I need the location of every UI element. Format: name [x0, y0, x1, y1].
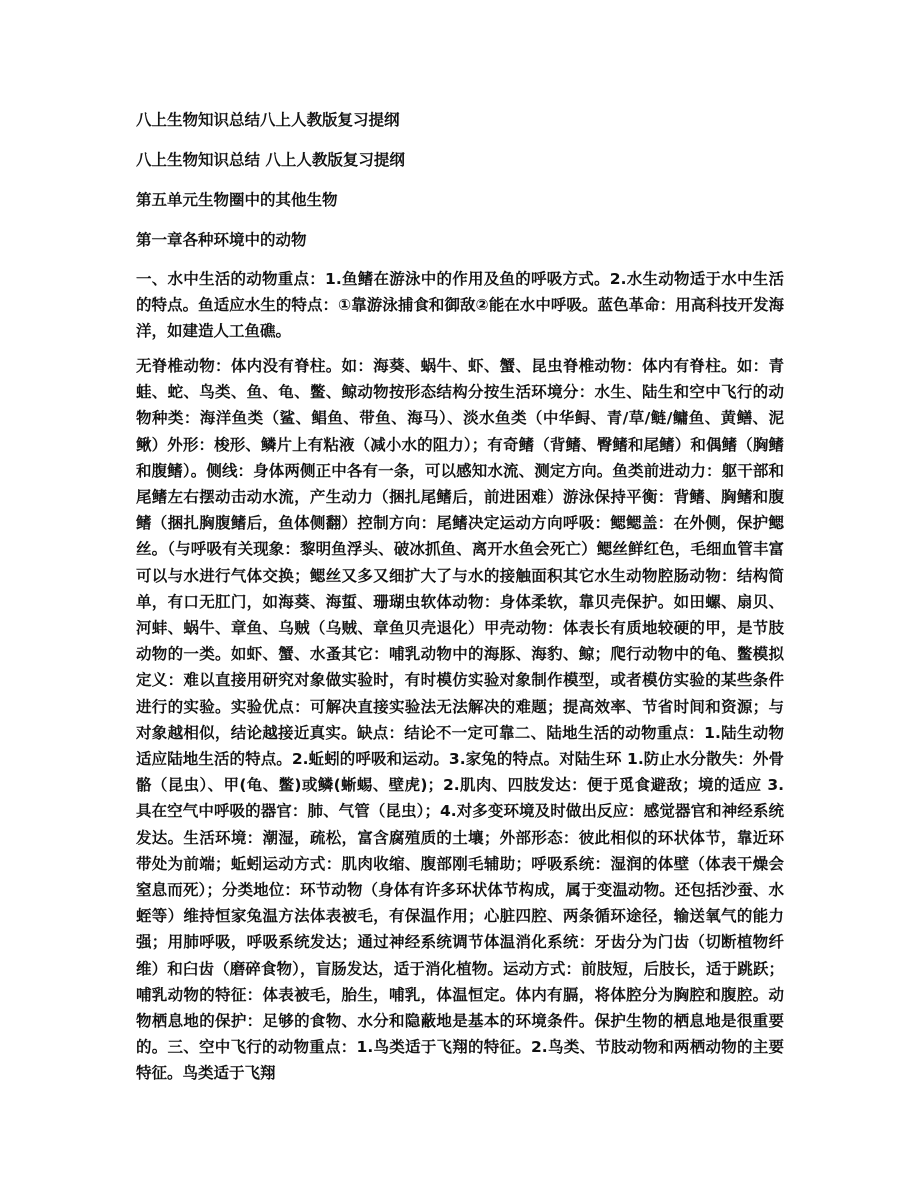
paragraph-aquatic-animals: 一、水中生活的动物重点：1.鱼鳍在游泳中的作用及鱼的呼吸方式。2.水生动物适于水中生活的特点。鱼适应水生的特点：①靠游泳捕食和御敌②能在水中呼吸。蓝色革命：用高科技开发海洋，如建造人工鱼礁。	[136, 270, 784, 341]
document-title: 八上生物知识总结八上人教版复习提纲	[136, 111, 400, 129]
chapter-heading: 第一章各种环境中的动物	[136, 231, 307, 249]
document-subtitle: 八上生物知识总结 八上人教版复习提纲	[136, 151, 405, 169]
unit-heading: 第五单元生物圈中的其他生物	[136, 191, 338, 209]
paragraph-animal-classification: 无脊椎动物：体内没有脊柱。如：海葵、蜗牛、虾、蟹、昆虫脊椎动物：体内有脊柱。如：青蛙、蛇、鸟类、鱼、龟、鳖、鲸动物按形态结构分按生活环境分：水生、陆生和空中飞行的动物种类：海洋鱼类（鲨、鲳鱼、带鱼、海马）、淡水鱼类（中华鲟、青/草/鲢/鳙鱼、黄鳝、泥鳅）外形：梭形、鳞片上有粘液（减小水的阻力）；有奇鳍（背鳍、臀鳍和尾鳍）和偶鳍（胸鳍和腹鳍）。侧线：身体两侧正中各有一条，可以感知水流、测定方向。鱼类前进动力：躯干部和尾鳍左右摆动击动水流，产生动力（捆扎尾鳍后，前进困难）游泳保持平衡：背鳍、胸鳍和腹鳍（捆扎胸腹鳍后，鱼体侧翻）控制方向：尾鳍决定运动方向呼吸：鳃鳃盖：在外侧，保护鳃丝。（与呼吸有关现象：黎明鱼浮头、破冰抓鱼、离开水鱼会死亡）鳃丝鲜红色，毛细血管丰富可以与水进行气体交换；鳃丝又多又细扩大了与水的接触面积其它水生动物腔肠动物：结构简单，有口无肛门，如海葵、海蜇、珊瑚虫软体动物：身体柔软，靠贝壳保护。如田螺、扇贝、河蚌、蜗牛、章鱼、乌贼（乌贼、章鱼贝壳退化）甲壳动物：体表长有质地较硬的甲，是节肢动物的一类。如虾、蟹、水蚤其它：哺乳动物中的海豚、海豹、鲸；爬行动物中的龟、鳖模拟定义：难以直接用研究对象做实验时，有时模仿实验对象制作模型，或者模仿实验的某些条件进行的实验。实验优点：可解决直接实验法无法解决的难题；提高效率、节省时间和资源；与对象越相似，结论越接近真实。缺点：结论不一定可靠二、陆地生活的动物重点：1.陆生动物适应陆地生活的特点。2.蚯蚓的呼吸和运动。3.家兔的特点。对陆生环 1.防止水分散失：外骨骼（昆虫）、甲(龟、鳖)或鳞(蜥蜴、壁虎)；2.肌肉、四肢发达：便于觅食避敌；境的适应 3.具在空气中呼吸的器官：肺、气管（昆虫）；4.对多变环境及时做出反应：感觉器官和神经系统发达。生活环境：潮湿，疏松，富含腐殖质的土壤；外部形态：彼此相似的环状体节，靠近环带处为前端；蚯蚓运动方式：肌肉收缩、腹部刚毛辅助；呼吸系统：湿润的体壁（体表干燥会窒息而死）；分类地位：环节动物（身体有许多环状体节构成，属于变温动物。还包括沙蚕、水蛭等）维持恒家兔温方法体表被毛，有保温作用；心脏四腔、两条循环途径，输送氧气的能力强；用肺呼吸，呼吸系统发达；通过神经系统调节体温消化系统：牙齿分为门齿（切断植物纤维）和臼齿（磨碎食物），盲肠发达，适于消化植物。运动方式：前肢短，后肢长，适于跳跃；哺乳动物的特征：体表被毛，胎生，哺乳，体温恒定。体内有膈，将体腔分为胸腔和腹腔。动物栖息地的保护：足够的食物、水分和隐蔽地是基本的环境条件。保护生物的栖息地是很重要的。三、空中飞行的动物重点：1.鸟类适于飞翔的特征。2.鸟类、节肢动物和两栖动物的主要特征。鸟类适于飞翔	[136, 357, 784, 1083]
